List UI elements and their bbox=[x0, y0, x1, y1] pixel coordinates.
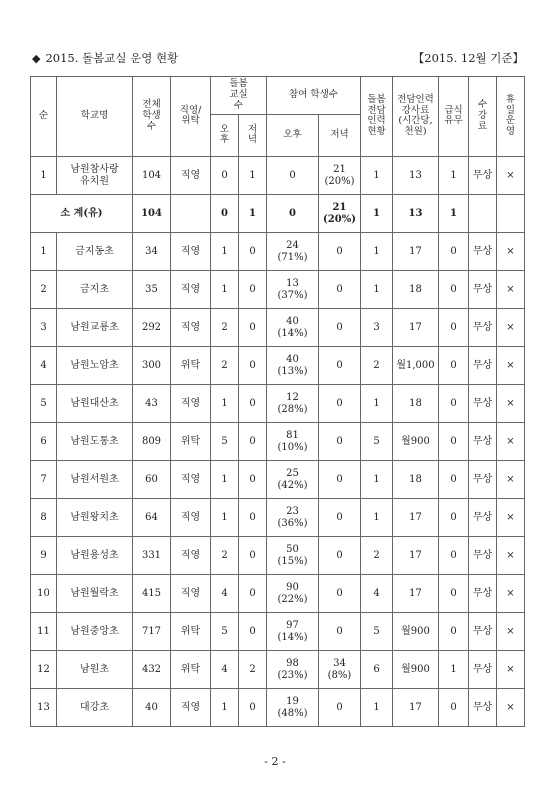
cell-students-pm-extra: (36%) bbox=[277, 517, 308, 529]
table-row bbox=[31, 651, 525, 689]
cell-rooms-pm: 4 bbox=[211, 575, 239, 613]
cell-tuition: 무상 bbox=[469, 385, 497, 423]
cell-students-eve bbox=[319, 689, 361, 727]
cell-fee: 13 bbox=[393, 195, 439, 233]
cell-meal: 0 bbox=[439, 423, 469, 461]
cell-rooms-eve: 0 bbox=[239, 499, 267, 537]
cell-meal: 1 bbox=[439, 157, 469, 195]
cell-rooms-eve: 1 bbox=[239, 195, 267, 233]
cell-total: 331 bbox=[133, 537, 171, 575]
cell-tuition: 무상 bbox=[469, 271, 497, 309]
cell-meal: 0 bbox=[439, 271, 469, 309]
cell-students-pm bbox=[267, 423, 319, 461]
cell-school-extra: 유치원 bbox=[80, 175, 109, 187]
cell-total: 104 bbox=[133, 195, 171, 233]
cell-staff: 3 bbox=[361, 309, 393, 347]
cell-students-eve-value: 21 bbox=[333, 164, 346, 175]
cell-rooms-pm: 0 bbox=[211, 195, 239, 233]
cell-tuition: 무상 bbox=[469, 613, 497, 651]
cell-fee: 월900 bbox=[393, 613, 439, 651]
cell-school-value: 남원교룡초 bbox=[70, 321, 119, 333]
cell-students-pm-value: 23 bbox=[286, 506, 299, 517]
cell-meal: 1 bbox=[439, 195, 469, 233]
cell-students-pm bbox=[267, 461, 319, 499]
cell-school-value: 남원중앙초 bbox=[70, 625, 119, 637]
cell-tuition: 무상 bbox=[469, 233, 497, 271]
cell-no: 1 bbox=[31, 233, 57, 271]
table-row bbox=[31, 689, 525, 727]
cell-rooms-pm: 2 bbox=[211, 347, 239, 385]
cell-rooms-pm: 0 bbox=[211, 157, 239, 195]
cell-tuition: 무상 bbox=[469, 537, 497, 575]
cell-tuition: 무상 bbox=[469, 651, 497, 689]
cell-students-pm-extra: (14%) bbox=[277, 631, 308, 643]
cell-fee: 월1,000 bbox=[393, 347, 439, 385]
cell-type: 직영 bbox=[171, 309, 211, 347]
table-row bbox=[31, 461, 525, 499]
cell-no: 5 bbox=[31, 385, 57, 423]
cell-fee: 17 bbox=[393, 233, 439, 271]
cell-type bbox=[171, 195, 211, 233]
cell-students-eve bbox=[319, 537, 361, 575]
cell-school-value: 남원서원초 bbox=[70, 473, 119, 485]
cell-meal: 0 bbox=[439, 309, 469, 347]
cell-students-eve-value: 0 bbox=[336, 283, 343, 295]
cell-school bbox=[57, 537, 133, 575]
cell-meal: 0 bbox=[439, 575, 469, 613]
cell-total: 432 bbox=[133, 651, 171, 689]
col-header-students-pm: 오후 bbox=[267, 115, 319, 157]
cell-rooms-eve: 0 bbox=[239, 423, 267, 461]
cell-students-eve-value: 0 bbox=[336, 511, 343, 523]
cell-rooms-eve: 0 bbox=[239, 385, 267, 423]
cell-staff: 5 bbox=[361, 613, 393, 651]
col-header-no: 순 bbox=[31, 77, 57, 157]
cell-rooms-pm: 1 bbox=[211, 385, 239, 423]
cell-students-eve-value: 0 bbox=[336, 435, 343, 447]
cell-fee: 18 bbox=[393, 461, 439, 499]
cell-rooms-eve: 0 bbox=[239, 537, 267, 575]
cell-holiday: × bbox=[497, 499, 525, 537]
cell-total: 104 bbox=[133, 157, 171, 195]
cell-rooms-eve: 1 bbox=[239, 157, 267, 195]
cell-school-value: 남원도통초 bbox=[70, 435, 119, 447]
cell-staff: 1 bbox=[361, 385, 393, 423]
cell-students-pm bbox=[267, 271, 319, 309]
cell-meal: 1 bbox=[439, 651, 469, 689]
cell-students-pm-value: 98 bbox=[286, 658, 299, 669]
cell-students-eve bbox=[319, 271, 361, 309]
cell-total: 809 bbox=[133, 423, 171, 461]
col-header-staff: 돌봄전담인력현황 bbox=[361, 77, 393, 157]
cell-students-pm-extra: (42%) bbox=[277, 479, 308, 491]
cell-students-pm-value: 13 bbox=[286, 278, 299, 289]
cell-school bbox=[57, 499, 133, 537]
cell-students-pm-value: 40 bbox=[286, 354, 299, 365]
cell-staff: 1 bbox=[361, 499, 393, 537]
cell-staff: 5 bbox=[361, 423, 393, 461]
cell-meal: 0 bbox=[439, 613, 469, 651]
cell-school-value: 남원초 bbox=[80, 663, 109, 675]
table-row bbox=[31, 385, 525, 423]
cell-students-pm-value: 97 bbox=[286, 620, 299, 631]
cell-rooms-pm: 5 bbox=[211, 613, 239, 651]
cell-tuition: 무상 bbox=[469, 423, 497, 461]
cell-holiday: × bbox=[497, 613, 525, 651]
cell-rooms-eve: 0 bbox=[239, 613, 267, 651]
cell-students-eve-value: 0 bbox=[336, 549, 343, 561]
cell-rooms-pm: 2 bbox=[211, 309, 239, 347]
cell-students-pm-extra: (28%) bbox=[277, 403, 308, 415]
cell-no: 6 bbox=[31, 423, 57, 461]
cell-rooms-pm: 4 bbox=[211, 651, 239, 689]
cell-students-pm-value: 25 bbox=[286, 468, 299, 479]
table-row bbox=[31, 575, 525, 613]
care-class-table bbox=[30, 76, 525, 727]
cell-holiday: × bbox=[497, 651, 525, 689]
table-row bbox=[31, 423, 525, 461]
cell-total: 300 bbox=[133, 347, 171, 385]
cell-staff: 6 bbox=[361, 651, 393, 689]
cell-school bbox=[57, 157, 133, 195]
cell-fee: 월900 bbox=[393, 651, 439, 689]
cell-meal: 0 bbox=[439, 461, 469, 499]
cell-students-pm-value: 12 bbox=[286, 392, 299, 403]
cell-fee: 17 bbox=[393, 575, 439, 613]
document-title-text: 2015. 돌봄교실 운영 현황 bbox=[45, 51, 179, 65]
cell-school-value: 남원참사랑 bbox=[70, 164, 119, 175]
cell-total: 64 bbox=[133, 499, 171, 537]
cell-students-pm-extra: (22%) bbox=[277, 593, 308, 605]
col-header-students-eve: 저녁 bbox=[319, 115, 361, 157]
table-row bbox=[31, 271, 525, 309]
cell-type: 직영 bbox=[171, 157, 211, 195]
cell-students-pm-value: 40 bbox=[286, 316, 299, 327]
cell-type: 직영 bbox=[171, 385, 211, 423]
cell-staff: 2 bbox=[361, 537, 393, 575]
cell-tuition bbox=[469, 195, 497, 233]
cell-rooms-eve: 0 bbox=[239, 689, 267, 727]
cell-students-eve bbox=[319, 233, 361, 271]
page-header bbox=[32, 50, 524, 68]
cell-total: 35 bbox=[133, 271, 171, 309]
table-row bbox=[31, 233, 525, 271]
cell-students-eve bbox=[319, 575, 361, 613]
cell-students-eve bbox=[319, 651, 361, 689]
cell-students-eve bbox=[319, 157, 361, 195]
table-body bbox=[31, 157, 525, 727]
col-header-students: 참여 학생수 bbox=[267, 77, 361, 115]
cell-students-pm bbox=[267, 575, 319, 613]
cell-meal: 0 bbox=[439, 233, 469, 271]
cell-tuition: 무상 bbox=[469, 575, 497, 613]
cell-holiday: × bbox=[497, 309, 525, 347]
cell-tuition: 무상 bbox=[469, 347, 497, 385]
cell-students-eve-value: 34 bbox=[333, 658, 346, 669]
cell-rooms-pm: 1 bbox=[211, 499, 239, 537]
cell-students-pm-extra: (10%) bbox=[277, 441, 308, 453]
table-row bbox=[31, 499, 525, 537]
cell-staff: 1 bbox=[361, 271, 393, 309]
cell-fee: 17 bbox=[393, 309, 439, 347]
diamond-bullet-icon: ◆ bbox=[32, 52, 41, 65]
cell-students-pm bbox=[267, 613, 319, 651]
table-row bbox=[31, 347, 525, 385]
cell-students-pm bbox=[267, 385, 319, 423]
cell-rooms-eve: 0 bbox=[239, 347, 267, 385]
cell-type: 직영 bbox=[171, 271, 211, 309]
cell-students-pm-extra: (14%) bbox=[277, 327, 308, 339]
cell-students-eve bbox=[319, 385, 361, 423]
cell-rooms-eve: 0 bbox=[239, 271, 267, 309]
cell-students-pm bbox=[267, 233, 319, 271]
cell-school-value: 금지동초 bbox=[75, 245, 114, 257]
cell-school-value: 금지초 bbox=[80, 283, 109, 295]
cell-rooms-pm: 1 bbox=[211, 689, 239, 727]
cell-students-eve-value: 0 bbox=[336, 359, 343, 371]
cell-students-pm bbox=[267, 309, 319, 347]
cell-school bbox=[57, 309, 133, 347]
col-header-holiday: 휴일운영 bbox=[497, 77, 525, 157]
cell-holiday: × bbox=[497, 689, 525, 727]
cell-students-pm-value: 50 bbox=[286, 544, 299, 555]
cell-fee: 17 bbox=[393, 537, 439, 575]
col-header-school: 학교명 bbox=[57, 77, 133, 157]
cell-students-eve-value: 0 bbox=[336, 245, 343, 257]
cell-no: 11 bbox=[31, 613, 57, 651]
cell-holiday: × bbox=[497, 157, 525, 195]
cell-type: 직영 bbox=[171, 461, 211, 499]
cell-students-pm-extra: (48%) bbox=[277, 707, 308, 719]
cell-rooms-eve: 0 bbox=[239, 233, 267, 271]
cell-holiday: × bbox=[497, 575, 525, 613]
cell-meal: 0 bbox=[439, 347, 469, 385]
cell-no: 7 bbox=[31, 461, 57, 499]
cell-students-pm bbox=[267, 651, 319, 689]
table-row bbox=[31, 309, 525, 347]
cell-students-pm-extra: (15%) bbox=[277, 555, 308, 567]
cell-total: 34 bbox=[133, 233, 171, 271]
cell-holiday: × bbox=[497, 537, 525, 575]
table-row bbox=[31, 157, 525, 195]
cell-total: 43 bbox=[133, 385, 171, 423]
cell-no: 4 bbox=[31, 347, 57, 385]
reference-date: 【2015. 12월 기준】 bbox=[412, 51, 524, 65]
cell-students-pm bbox=[267, 195, 319, 233]
cell-no: 12 bbox=[31, 651, 57, 689]
cell-type: 직영 bbox=[171, 499, 211, 537]
cell-students-eve-value: 0 bbox=[336, 321, 343, 333]
cell-type: 위탁 bbox=[171, 651, 211, 689]
cell-students-pm-value: 0 bbox=[289, 207, 296, 219]
cell-total: 40 bbox=[133, 689, 171, 727]
cell-tuition: 무상 bbox=[469, 689, 497, 727]
cell-students-pm-extra: (23%) bbox=[277, 669, 308, 681]
cell-meal: 0 bbox=[439, 537, 469, 575]
cell-students-pm-value: 0 bbox=[289, 169, 296, 181]
cell-students-pm-value: 90 bbox=[286, 582, 299, 593]
cell-students-eve bbox=[319, 613, 361, 651]
subtotal-row bbox=[31, 195, 525, 233]
cell-school-value: 대강초 bbox=[80, 701, 109, 713]
cell-holiday bbox=[497, 195, 525, 233]
cell-total: 415 bbox=[133, 575, 171, 613]
cell-students-pm-extra: (13%) bbox=[277, 365, 308, 377]
cell-no: 3 bbox=[31, 309, 57, 347]
cell-rooms-eve: 2 bbox=[239, 651, 267, 689]
cell-type: 위탁 bbox=[171, 347, 211, 385]
cell-type: 직영 bbox=[171, 689, 211, 727]
cell-school-value: 남원노암초 bbox=[70, 359, 119, 371]
cell-type: 위탁 bbox=[171, 613, 211, 651]
cell-students-eve-value: 0 bbox=[336, 587, 343, 599]
cell-no: 1 bbox=[31, 157, 57, 195]
cell-holiday: × bbox=[497, 423, 525, 461]
cell-students-eve bbox=[319, 461, 361, 499]
col-header-rooms: 돌봄교실수 bbox=[211, 77, 267, 115]
cell-total: 292 bbox=[133, 309, 171, 347]
cell-students-pm-value: 24 bbox=[286, 240, 299, 251]
document-title bbox=[32, 50, 178, 66]
cell-type: 직영 bbox=[171, 575, 211, 613]
cell-meal: 0 bbox=[439, 689, 469, 727]
cell-holiday: × bbox=[497, 233, 525, 271]
cell-school bbox=[57, 689, 133, 727]
col-header-tuition: 수강료 bbox=[469, 77, 497, 157]
table-row bbox=[31, 537, 525, 575]
cell-school bbox=[57, 461, 133, 499]
cell-no: 8 bbox=[31, 499, 57, 537]
cell-type: 위탁 bbox=[171, 423, 211, 461]
col-header-type: 직영/위탁 bbox=[171, 77, 211, 157]
cell-rooms-pm: 1 bbox=[211, 233, 239, 271]
cell-students-eve-value: 21 bbox=[332, 202, 347, 213]
cell-school bbox=[57, 575, 133, 613]
cell-holiday: × bbox=[497, 461, 525, 499]
subtotal-label: 소 계(유) bbox=[31, 195, 133, 233]
cell-students-eve-value: 0 bbox=[336, 473, 343, 485]
cell-type: 직영 bbox=[171, 233, 211, 271]
cell-students-eve-extra: (20%) bbox=[323, 213, 356, 225]
cell-no: 13 bbox=[31, 689, 57, 727]
cell-meal: 0 bbox=[439, 499, 469, 537]
cell-total: 717 bbox=[133, 613, 171, 651]
cell-tuition: 무상 bbox=[469, 309, 497, 347]
col-header-fee: 전담인력강사료(시간당,천원) bbox=[393, 77, 439, 157]
cell-tuition: 무상 bbox=[469, 461, 497, 499]
cell-school bbox=[57, 233, 133, 271]
cell-school-value: 남원용성초 bbox=[70, 549, 119, 561]
cell-students-eve-extra: (8%) bbox=[327, 669, 352, 681]
cell-rooms-eve: 0 bbox=[239, 575, 267, 613]
cell-total: 60 bbox=[133, 461, 171, 499]
cell-holiday: × bbox=[497, 385, 525, 423]
cell-students-eve bbox=[319, 347, 361, 385]
cell-rooms-pm: 1 bbox=[211, 271, 239, 309]
cell-school bbox=[57, 347, 133, 385]
cell-fee: 17 bbox=[393, 499, 439, 537]
cell-no: 9 bbox=[31, 537, 57, 575]
cell-staff: 1 bbox=[361, 157, 393, 195]
cell-fee: 13 bbox=[393, 157, 439, 195]
cell-students-eve bbox=[319, 423, 361, 461]
cell-rooms-eve: 0 bbox=[239, 309, 267, 347]
cell-students-pm bbox=[267, 537, 319, 575]
cell-students-eve-extra: (20%) bbox=[324, 175, 355, 187]
cell-tuition: 무상 bbox=[469, 157, 497, 195]
cell-staff: 1 bbox=[361, 195, 393, 233]
cell-staff: 1 bbox=[361, 689, 393, 727]
col-header-meal: 급식유무 bbox=[439, 77, 469, 157]
cell-school-value: 남원대산초 bbox=[70, 397, 119, 409]
cell-school bbox=[57, 613, 133, 651]
cell-type: 직영 bbox=[171, 537, 211, 575]
page-number: - 2 - bbox=[264, 755, 286, 768]
col-header-rooms-eve: 저녁 bbox=[239, 115, 267, 157]
cell-fee: 17 bbox=[393, 689, 439, 727]
cell-students-eve-value: 0 bbox=[336, 397, 343, 409]
cell-school bbox=[57, 423, 133, 461]
cell-students-pm-value: 81 bbox=[286, 430, 299, 441]
cell-no: 10 bbox=[31, 575, 57, 613]
cell-students-pm-extra: (71%) bbox=[277, 251, 308, 263]
cell-students-eve-value: 0 bbox=[336, 625, 343, 637]
cell-students-pm-extra: (37%) bbox=[277, 289, 308, 301]
cell-students-pm bbox=[267, 347, 319, 385]
cell-holiday: × bbox=[497, 271, 525, 309]
cell-fee: 월900 bbox=[393, 423, 439, 461]
cell-fee: 18 bbox=[393, 271, 439, 309]
cell-students-eve bbox=[319, 309, 361, 347]
cell-meal: 0 bbox=[439, 385, 469, 423]
cell-students-pm bbox=[267, 157, 319, 195]
cell-rooms-eve: 0 bbox=[239, 461, 267, 499]
cell-school bbox=[57, 271, 133, 309]
cell-rooms-pm: 1 bbox=[211, 461, 239, 499]
cell-staff: 4 bbox=[361, 575, 393, 613]
cell-staff: 1 bbox=[361, 233, 393, 271]
cell-rooms-pm: 5 bbox=[211, 423, 239, 461]
cell-students-pm bbox=[267, 689, 319, 727]
cell-fee: 18 bbox=[393, 385, 439, 423]
cell-students-pm bbox=[267, 499, 319, 537]
cell-school bbox=[57, 651, 133, 689]
cell-school-value: 남원왕치초 bbox=[70, 511, 119, 523]
cell-school bbox=[57, 385, 133, 423]
table-row bbox=[31, 613, 525, 651]
cell-students-eve-value: 0 bbox=[336, 701, 343, 713]
col-header-rooms-pm: 오후 bbox=[211, 115, 239, 157]
cell-staff: 1 bbox=[361, 461, 393, 499]
cell-students-pm-value: 19 bbox=[286, 696, 299, 707]
cell-school-value: 남원월락초 bbox=[70, 587, 119, 599]
cell-holiday: × bbox=[497, 347, 525, 385]
cell-no: 2 bbox=[31, 271, 57, 309]
cell-rooms-pm: 2 bbox=[211, 537, 239, 575]
cell-staff: 2 bbox=[361, 347, 393, 385]
cell-students-eve bbox=[319, 499, 361, 537]
col-header-total: 전체학생수 bbox=[133, 77, 171, 157]
cell-tuition: 무상 bbox=[469, 499, 497, 537]
cell-students-eve bbox=[319, 195, 361, 233]
